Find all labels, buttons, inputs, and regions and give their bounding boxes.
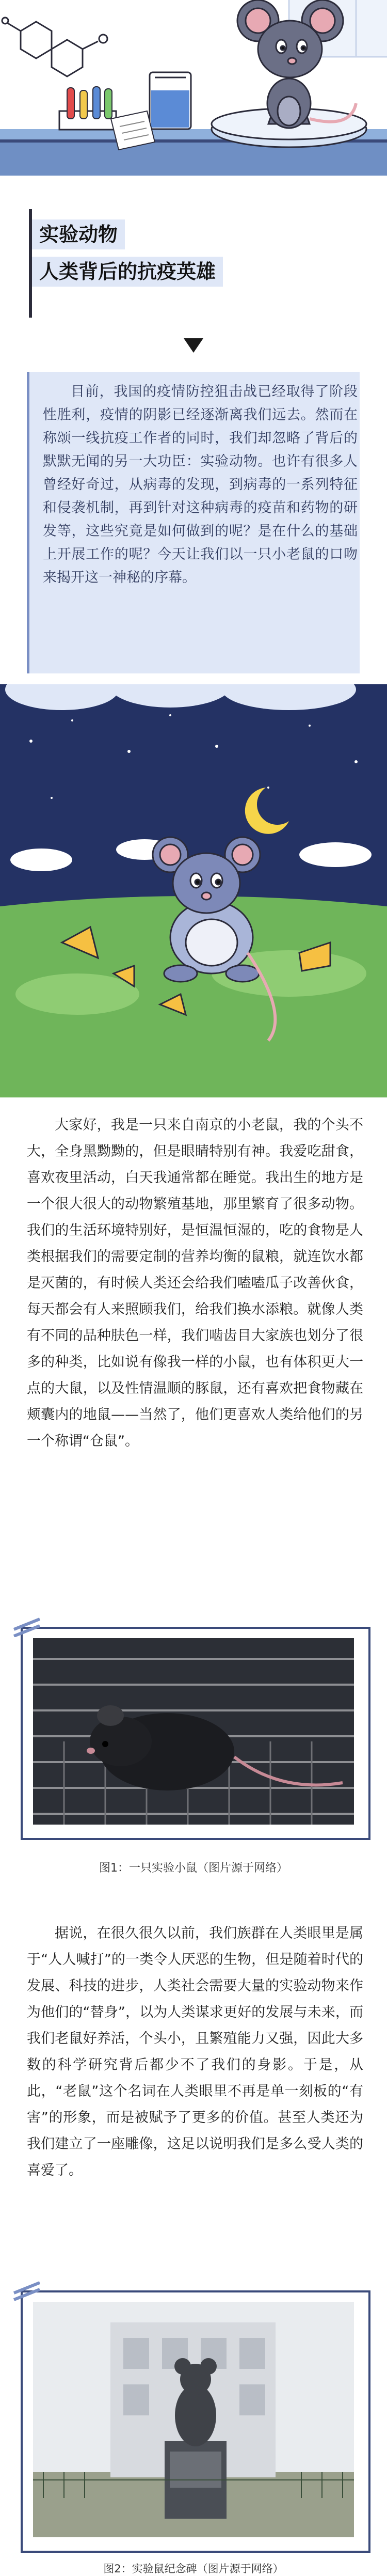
header-lab-illustration	[0, 0, 387, 176]
down-arrow-icon	[184, 338, 203, 353]
mouse-cheese-icon	[0, 684, 387, 1097]
lab-mouse-photo-icon	[33, 1638, 358, 1829]
title-line-2: 人类背后的抗疫英雄	[29, 257, 223, 287]
stripe-decoration-icon	[11, 1616, 42, 1637]
photo-frame-1	[21, 1627, 370, 1840]
caption-2: 图2：实验鼠纪念碑（图片源于网络）	[103, 2563, 284, 2575]
intro-text: 目前，我国的疫情防控狙击战已经取得了阶段性胜利，疫情的阴影已经逐渐离我们远去。然而在称颂一线抗疫工作者的同时，我们却忽略了背后的默默无闻的另一大功臣：实验动物。也许有很多人曾经好奇过，从病毒的发现，到病毒的一系列特征和侵袭机制，再到针对这种病毒的疫苗和药物的研发等，这些究竟是如何做到的呢？是在什么的基础上开展工作的呢？今天让我们以一只小老鼠的口吻来揭开这一神秘的序幕。	[43, 384, 358, 586]
paragraph-1: 大家好，我是一只来自南京的小老鼠，我的个头不大，全身黑黝黝的，但是眼睛特别有神。我爱吃甜食，喜欢夜里活动，白天我通常都在睡觉。我出生的地方是一个很大很大的动物繁殖基地，那里繁育了很多动物。我们的生活环境特别好，是恒温恒湿的，吃的食物是人类根据我们的需要定制的营养均衡的鼠粮，就连饮水都是灭菌的，有时候人类还会给我们嗑嗑瓜子改善伙食，每天都会有人来照顾我们，给我们换水添粮。就像人类有不同的品种肤色一样，我们啮齿目大家族也划分了很多的种类，比如说有像我一样的小鼠，也有体积更大一点的大鼠，以及性情温顺的豚鼠，还有喜欢把食物藏在颊囊内的地鼠——当然了，他们更喜欢人类给他们的另一个称谓“仓鼠”。	[27, 1117, 363, 1449]
mouse-monument-photo-icon	[33, 2302, 358, 2541]
title-line-1: 实验动物	[29, 219, 125, 249]
night-scene-illustration	[0, 684, 387, 1097]
article-title	[29, 209, 369, 312]
paragraph-2: 据说，在很久很久以前，我们族群在人类眼里是属于“人人喊打”的一类令人厌恶的生物，但是随着时代的发展、科技的进步，人类社会需要大量的实验动物来作为他们的“替身”，以为人类谋求更好的发展与未来，而我们老鼠好养活，个头小，且繁殖能力又强，因此大多数的科学研究背后都少不了我们的身影。于是，从此，“老鼠”这个名词在人类眼里不再是单一刻板的“有害”的形象，而是被赋予了更多的价值。甚至人类还为我们建立了一座雕像，这足以说明我们是多么受人类的喜爱了。	[27, 1925, 363, 2178]
intro-box	[27, 372, 360, 673]
stripe-decoration-icon-2	[11, 2280, 42, 2301]
photo-frame-2	[21, 2290, 370, 2553]
caption-1: 图1：一只实验小鼠（图片源于网络）	[99, 1862, 288, 1875]
mouse-lab-icon	[0, 0, 387, 176]
